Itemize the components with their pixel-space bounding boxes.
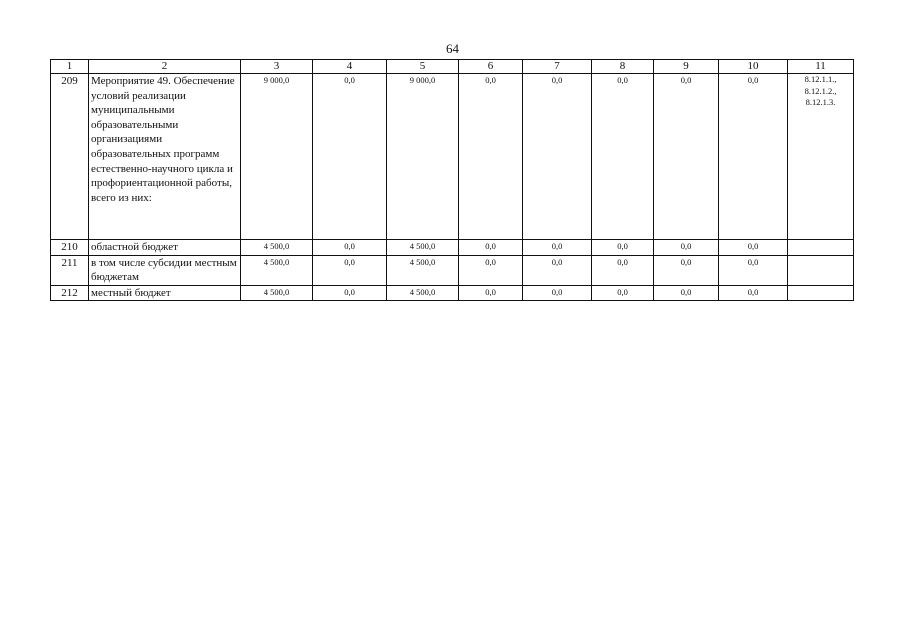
budget-table <box>50 59 854 301</box>
reference-item: 8.12.1.2., <box>804 85 837 96</box>
row-name: в том числе субсидии местным бюджетам <box>89 255 241 285</box>
value-cell: 0,0 <box>719 255 788 285</box>
value-cell: 0,0 <box>719 285 788 301</box>
reference-item: 8.12.1.1., <box>804 74 837 84</box>
value-cell: 0,0 <box>313 74 387 240</box>
table-row <box>51 285 854 301</box>
row-number: 210 <box>51 240 89 256</box>
reference-cell <box>788 74 854 240</box>
row-name: местный бюджет <box>89 285 241 301</box>
column-header-11: 11 <box>788 60 854 74</box>
value-cell: 4 500,0 <box>241 255 313 285</box>
value-cell: 4 500,0 <box>387 240 459 256</box>
value-cell: 0,0 <box>523 285 592 301</box>
column-header-4: 4 <box>313 60 387 74</box>
row-number: 212 <box>51 285 89 301</box>
value-cell: 0,0 <box>459 240 523 256</box>
value-cell: 0,0 <box>592 255 654 285</box>
value-cell: 0,0 <box>523 240 592 256</box>
column-header-3: 3 <box>241 60 313 74</box>
column-header-9: 9 <box>654 60 719 74</box>
reference-cell <box>788 285 854 301</box>
value-cell: 0,0 <box>313 240 387 256</box>
column-header-1: 1 <box>51 60 89 74</box>
value-cell: 0,0 <box>592 74 654 240</box>
value-cell: 0,0 <box>592 285 654 301</box>
column-header-7: 7 <box>523 60 592 74</box>
column-header-5: 5 <box>387 60 459 74</box>
reference-item: 8.12.1.3. <box>805 97 836 107</box>
column-header-2: 2 <box>89 60 241 74</box>
page-number: 64 <box>446 41 459 56</box>
header-row <box>51 60 854 74</box>
column-header-6: 6 <box>459 60 523 74</box>
row-name: Мероприятие 49. Обеспечение условий реализации муниципальными образовательными организациями образовательных программ естественно-научного цикла и профориентационной работы, всего из них: <box>89 74 241 240</box>
row-name: областной бюджет <box>89 240 241 256</box>
value-cell: 4 500,0 <box>241 240 313 256</box>
value-cell: 0,0 <box>459 285 523 301</box>
table-row <box>51 255 854 285</box>
value-cell: 0,0 <box>523 74 592 240</box>
column-header-10: 10 <box>719 60 788 74</box>
value-cell: 4 500,0 <box>387 285 459 301</box>
value-cell: 9 000,0 <box>241 74 313 240</box>
value-cell: 0,0 <box>654 285 719 301</box>
reference-cell <box>788 240 854 256</box>
value-cell: 0,0 <box>719 74 788 240</box>
value-cell: 0,0 <box>592 240 654 256</box>
value-cell: 0,0 <box>719 240 788 256</box>
row-number: 211 <box>51 255 89 285</box>
value-cell: 4 500,0 <box>387 255 459 285</box>
value-cell: 0,0 <box>313 255 387 285</box>
value-cell: 0,0 <box>523 255 592 285</box>
value-cell: 0,0 <box>313 285 387 301</box>
value-cell: 4 500,0 <box>241 285 313 301</box>
table-row <box>51 74 854 240</box>
value-cell: 0,0 <box>654 255 719 285</box>
value-cell: 0,0 <box>654 74 719 240</box>
value-cell: 9 000,0 <box>387 74 459 240</box>
reference-cell <box>788 255 854 285</box>
row-number: 209 <box>51 74 89 240</box>
column-header-8: 8 <box>592 60 654 74</box>
value-cell: 0,0 <box>459 74 523 240</box>
table-row <box>51 240 854 256</box>
value-cell: 0,0 <box>654 240 719 256</box>
value-cell: 0,0 <box>459 255 523 285</box>
